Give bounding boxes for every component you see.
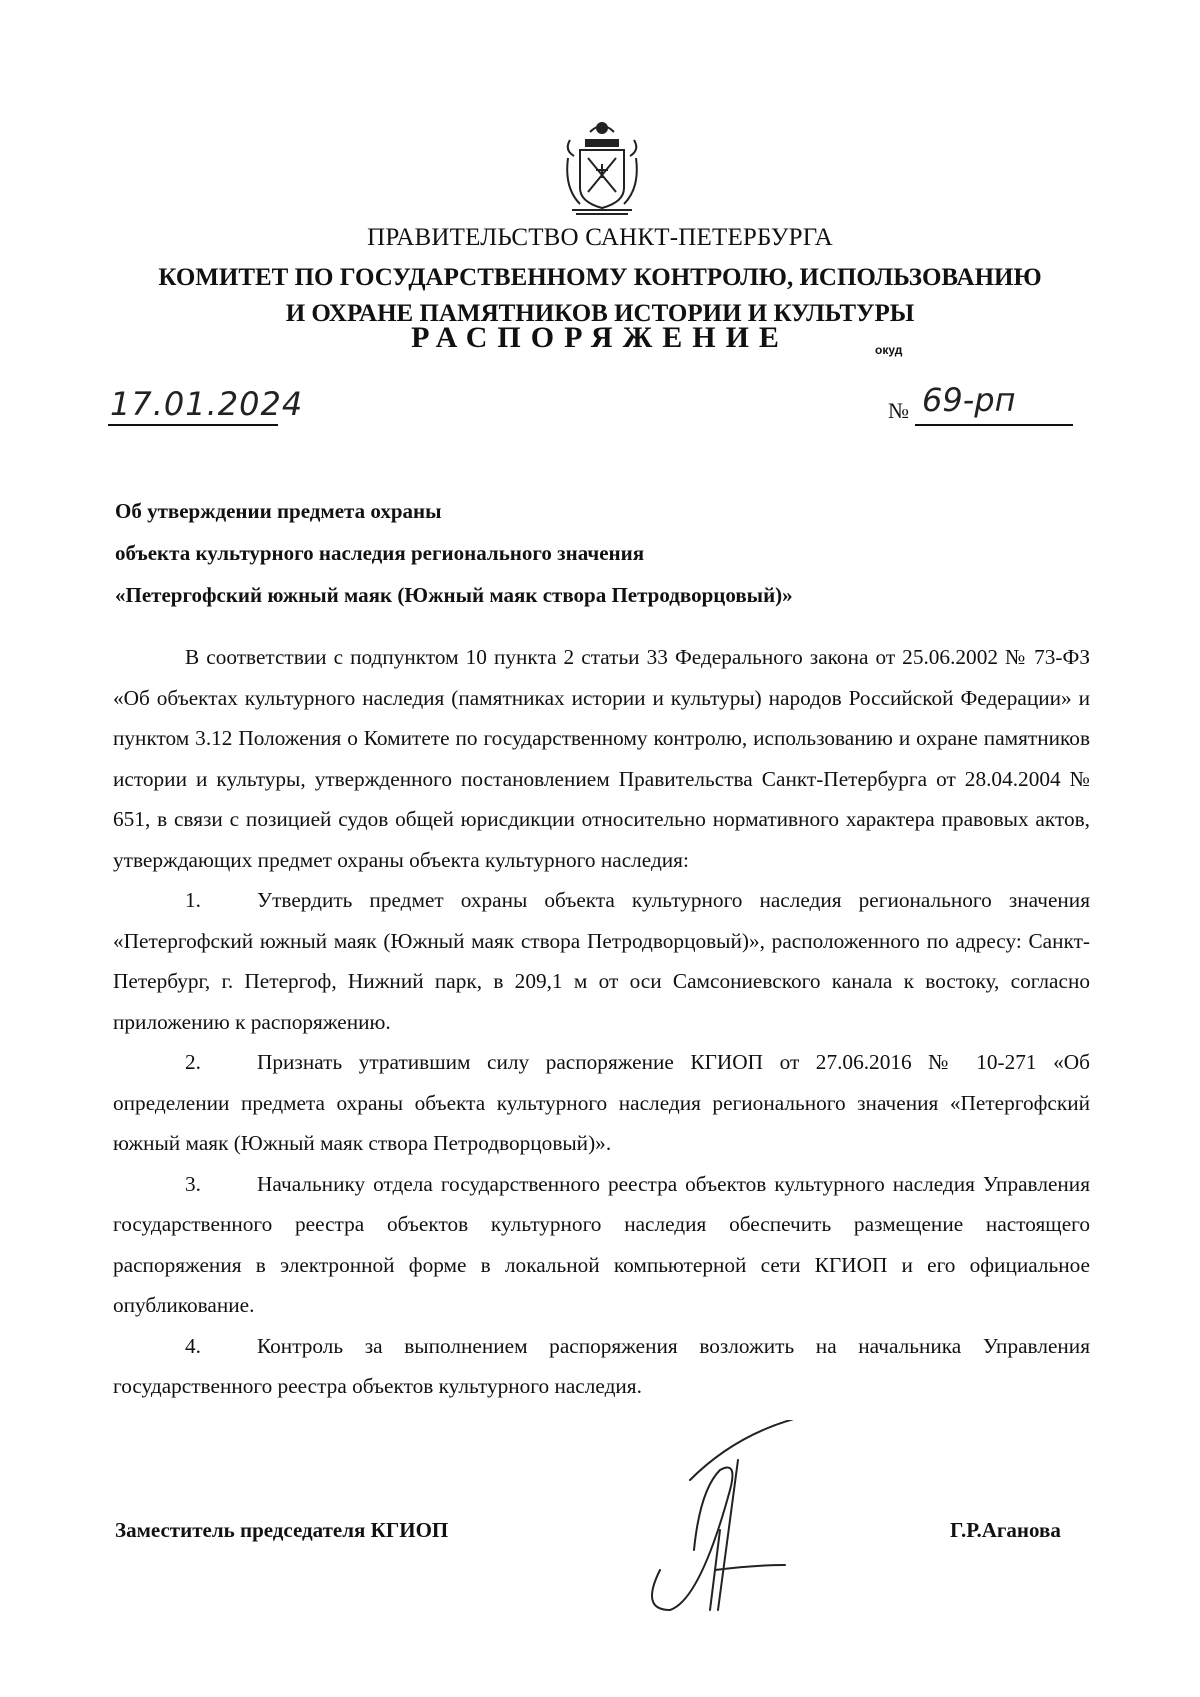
number-underline [915,424,1073,426]
signatory-position: Заместитель председателя КГИОП [115,1518,449,1542]
committee-title-line2: И ОХРАНЕ ПАМЯТНИКОВ ИСТОРИИ И КУЛЬТУРЫ [285,300,915,327]
document-type: РАСПОРЯЖЕНИЕ [411,321,789,354]
number-label: № [888,398,909,423]
subject-line2: объекта культурного наследия регионального значения [115,541,645,565]
document-body [113,637,1090,1407]
subject-block [115,490,793,616]
list-item [113,1164,1090,1326]
coat-of-arms-icon [560,118,644,220]
item-number: 1. [185,888,201,912]
okud-label: окуд [875,343,903,357]
item-number: 4. [185,1333,201,1358]
subject-line1: Об утверждении предмета охраны [115,499,442,523]
list-item [113,1042,1090,1164]
document-number: 69-рп [922,381,1016,419]
committee-title-line1: КОМИТЕТ ПО ГОСУДАРСТВЕННОМУ КОНТРОЛЮ, ИСПОЛЬЗОВАНИЮ [158,264,1042,291]
list-item [113,880,1090,1042]
item-text: Признать утратившим силу распоряжение КГИОП от 27.06.2016 № 10-271 «Об определении предмета охраны объекта культурного наследия регионального значения «Петергофский южный маяк (Южный маяк створа Петродворцовый)». [113,1050,1090,1155]
item-text: Контроль за выполнением распоряжения возложить на начальника Управления государственного реестра объектов культурного наследия. [113,1333,1090,1398]
signatory-name: Г.Р.Аганова [950,1518,1061,1542]
list-item [113,1326,1090,1407]
item-number: 3. [185,1171,201,1196]
preamble-paragraph: В соответствии с подпунктом 10 пункта 2 статьи 33 Федерального закона от 25.06.2002 № 73-ФЗ «Об объектах культурного наследия (памятниках истории и культуры) народов Российской Федерации» и пунктом 3.12 Положения о Комитете по государственному контролю, использованию и охране памятников истории и культуры, утвержденного постановлением Правительства Санкт-Петербурга от 28.04.2004 № 651, в связи с позицией судов общей юрисдикции относительно нормативного характера правовых актов, утверждающих предмет охраны объекта культурного наследия: [113,645,1090,872]
item-text: Утвердить предмет охраны объекта культурного наследия регионального значения «Петергофский южный маяк (Южный маяк створа Петродворцовый)», расположенного по адресу: Санкт-Петербург, г. Петергоф, Нижний парк, в 209,1 м от оси Самсониевского канала к востоку, согласно приложению к распоряжению. [113,888,1090,1034]
date-underline [108,424,278,426]
signature-icon [620,1420,860,1620]
subject-line3: «Петергофский южный маяк (Южный маяк створа Петродворцовый)» [115,583,793,607]
government-title: ПРАВИТЕЛЬСТВО САНКТ-ПЕТЕРБУРГА [367,224,833,251]
item-text: Начальнику отдела государственного реестра объектов культурного наследия Управления государственного реестра объектов культурного наследия обеспечить размещение настоящего распоряжения в электронной форме в локальной компьютерной сети КГИОП и его официальное опубликование. [113,1171,1090,1317]
item-number: 2. [185,1050,201,1074]
document-date: 17.01.2024 [110,385,304,423]
